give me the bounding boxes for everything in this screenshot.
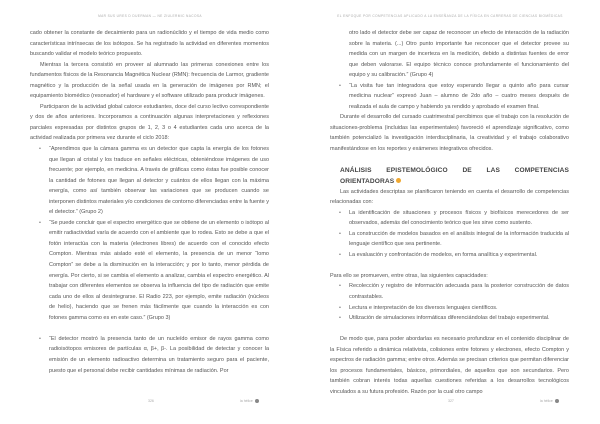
paragraph: De modo que, para poder abordarlas es necesario profundizar en el contenido disciplinar de la Física referido a dinámica relativista, colisiones entre fotones y electrones, efecto Compton y espectros de radiación gamma; entre otros. Además se precisan criterios que permitan diferenciar los procesos fundamentales, básicos, primordiales, de aquellos que son secundarios. Pero también cobran interés todas aquellas cuestiones referidas a los desarrollos tecnológicos vinculados a su futura profesión. Razón por la cual otro campo	[330, 336, 569, 395]
list-item-continued: otro lado el detector debe ser capaz de reconocer un efecto de interacción de la radiación sobre la materia. (...) Otro punto importante fue reconocer que el detector provee su medida con un margen de incerteza en la medición, debido a distintas fuentes de error que deben valorarse. El equipo técnico conoce profundamente el funcionamiento del equipo y su calibración.” (Grupo 4)	[349, 30, 569, 79]
globe-icon	[255, 399, 259, 403]
list-item: • “El detector mostró la presencia tanto de un nucleído emisor de rayos gamma como radioisótopos emisores de partículas α, β+, β-. La posibilidad de detectar y conocer la emisión de un elemento radioactivo determina un tratamiento seguro para el paciente, puesto que el personal debe recibir cantidades mínimas de radiación. Por	[30, 334, 269, 376]
page-number: 326	[148, 399, 154, 403]
paragraph: Para ello se promueven, entre otras, las siguientes capacidades:	[330, 272, 488, 279]
list-item: • Recolección y registro de información adecuada para la posterior construcción de datos contrastables.	[330, 281, 569, 302]
orange-dot-icon	[396, 178, 401, 183]
list-item: • Utilización de simulaciones informáticas diferenciándolas del trabajo experimental.	[330, 313, 569, 324]
right-text-column	[330, 28, 569, 398]
list-item: • La evaluación y confrontación de modelos, en forma analítica y experimental.	[330, 250, 569, 261]
quote-list	[330, 28, 569, 112]
list-item: • La construcción de modelos basados en el análisis integral de la información traducida al lenguaje científico que sea pertinente.	[330, 229, 569, 250]
list-item: • “Se puede concluir que el espectro energético que se obtiene de un elemento o isótopo al emitir radiactividad varía de acuerdo con el ambiente que lo rodea. Esto se debe a que el fotón interactúa con la materia (electrones libres) de acuerdo con el conocido efecto Compton. Mientras más aislado esté el elemento, la presencia de un menor “lomo Compton” se debe a la disminución en la interacción; y por lo tanto, menor pérdida de energía. Por cierto, si se cambia el elemento a analizar, cambia el espectro energético. Al trabajar con diferentes elementos se observa la influencia del tipo de radiación que emite cada uno de ellos al desintegrarse. El Radio 223, por ejemplo, emite radiación (núcleos de helio), haciendo que se frenen más fácilmente que cuando la interacción es con fotones gamma como es en este caso.” (Grupo 3)	[30, 218, 269, 323]
paragraph: Durante el desarrollo del cursado cuatrimestral percibimos que el trabajo con la resolución de situaciones-problema (incluidas las experimentales) favoreció el aprendizaje significativo, como también potencializó la investigación interdisciplinaria, la creatividad y el trabajo colaborativo manifestándose en los reportes y exámenes integrativos ofrecidos.	[330, 114, 569, 153]
right-page	[300, 0, 600, 424]
competencias-list	[330, 208, 569, 261]
running-head: MAR SUS URES D DUERMAN — NE ZIULERMIC NACOSA	[98, 14, 202, 18]
paragraph: cado obtener la constante de decaimiento para un radionúclido y el tiempo de vida medio como características intrínsecas de los isótopos. Se ha registrado la actividad en diferentes momentos buscando validar el modelo teórico propuesto.	[30, 30, 269, 58]
paragraph: Participaron de la actividad global catorce estudiantes, doce del curso lectivo correspondiente y dos de años anteriores. Incorporamos a continuación algunas interpretaciones y reflexiones parciales expresadas por distintos grupos de 1, 2, 3 o 4 estudiantes cada uno acerca de la actividad realizada por primera vez durante el ciclo 2018:	[30, 103, 269, 142]
paragraph: Mientras la tercera consistió en proveer al alumnado las primeras conexiones entre los fundamentos físicos de la Resonancia Magnética Nuclear (RMN): frecuencia de Larmor, gradiente magnético y la producción de la señal usada en la generación de imágenes por RMN; el equipamiento biomédico (resonador) el hardware y el software utilizado para producir imágenes.	[30, 61, 269, 100]
list-item: • Lectura e interpretación de los diversos lenguajes científicos.	[330, 303, 569, 314]
logo-text: la hélice	[540, 399, 553, 403]
paragraph: Las actividades descriptas se planificaron teniendo en cuenta el desarrollo de competencias relacionadas con:	[330, 188, 569, 206]
list-item: • La identificación de situaciones y procesos físicos y biofísicos merecedores de ser observados, además del conocimiento teórico que les sirve como sustento.	[330, 208, 569, 229]
capacidades-list	[330, 281, 569, 323]
list-item: • “La visita fue tan integradora que estoy esperando llegar a quinto año para cursar medicina nuclear” expresó Juan – alumno de 2do año – cuatro meses después de realizada el aula de campo y habiendo ya rendido y aprobado el examen final.	[330, 81, 569, 113]
running-head: EL ENFOQUE POR COMPETENCIAS APLICADO A LA ENSEÑANZA DE LA FÍSICA EN CARRERAS DE CIENCIAS BIOMÉDICAS	[337, 14, 563, 18]
footer-logo	[240, 399, 259, 403]
left-text-column	[30, 28, 269, 376]
quote-list	[30, 144, 269, 376]
globe-icon	[555, 399, 559, 403]
section-heading	[330, 165, 569, 187]
heading-text: ANÁLISIS EPISTEMOLÓGICO DE LAS COMPETENCIAS ORIENTADORAS	[340, 166, 569, 185]
page-number: 327	[448, 399, 454, 403]
logo-text: la hélice	[240, 399, 253, 403]
list-item: • “Aprendimos que la cámara gamma es un detector que capta la energía de los fotones que llegan al cristal y los traduce en señales eléctricas, obteniéndose imágenes de uso frecuente; por ejemplo, en medicina. A través de gráficas como éstas fue posible conocer la cantidad de fotones que llegan al detector y cuántos de ellos llegan con la máxima energía, como así también observar las variaciones que se producen cuando se interponen distintos materiales y/o condiciones de contorno diferenciadas entre la fuente y el detector.” (Grupo 2)	[30, 144, 269, 218]
footer-logo	[540, 399, 559, 403]
